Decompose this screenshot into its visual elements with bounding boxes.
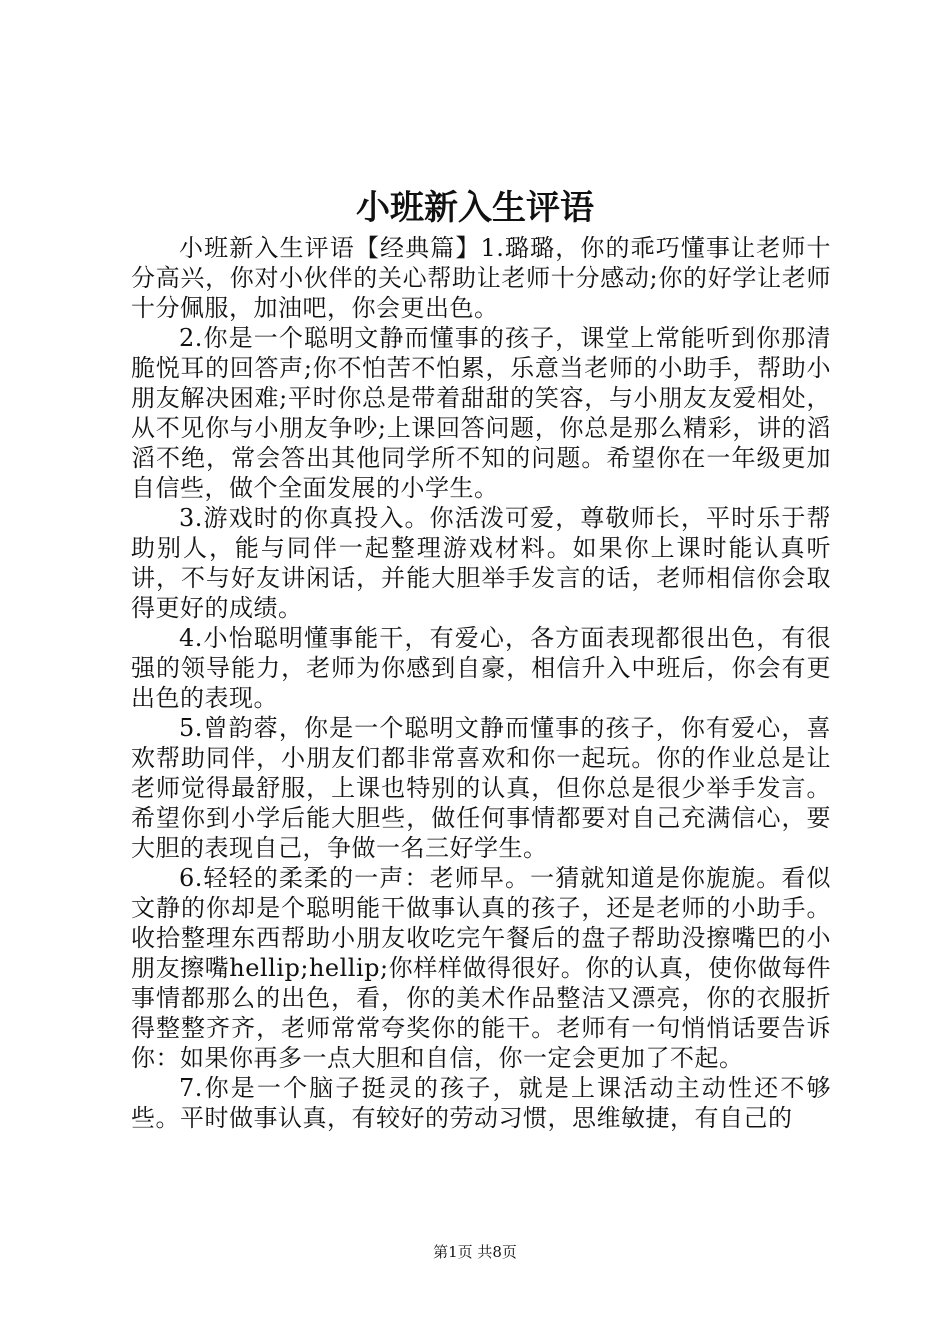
paragraph-5: 5.曾韵蓉，你是一个聪明文静而懂事的孩子，你有爱心，喜欢帮助同伴，小朋友们都非常喜欢和你一起玩。你的作业总是让老师觉得最舒服，上课也特别的认真，但你总是很少举手发言。希望你到小学后能大胆些，做任何事情都要对自己充满信心，要大胆的表现自己，争做一名三好学生。 [131, 714, 831, 862]
paragraph-3: 3.游戏时的你真投入。你活泼可爱，尊敬师长，平时乐于帮助别人，能与同伴一起整理游戏材料。如果你上课时能认真听讲，不与好友讲闲话，并能大胆举手发言的话，老师相信你会取得更好的成绩。 [131, 504, 831, 622]
paragraph-2: 2.你是一个聪明文静而懂事的孩子，课堂上常能听到你那清脆悦耳的回答声;你不怕苦不怕累，乐意当老师的小助手，帮助小朋友解决困难;平时你总是带着甜甜的笑容，与小朋友友爱相处，从不见你与小朋友争吵;上课回答问题，你总是那么精彩，讲的滔滔不绝，常会答出其他同学所不知的问题。希望你在一年级更加自信些，做个全面发展的小学生。 [131, 324, 831, 502]
paragraph-4: 4.小怡聪明懂事能干，有爱心，各方面表现都很出色，有很强的领导能力，老师为你感到自豪，相信升入中班后，你会有更出色的表现。 [131, 624, 831, 712]
page-footer: 第1页 共8页 [433, 1243, 517, 1261]
document-body [131, 233, 831, 1133]
paragraph-7: 7.你是一个脑子挺灵的孩子，就是上课活动主动性还不够些。平时做事认真，有较好的劳动习惯，思维敏捷，有自己的 [131, 1074, 831, 1132]
paragraph-1: 小班新入生评语【经典篇】1.璐璐，你的乖巧懂事让老师十分高兴，你对小伙伴的关心帮助让老师十分感动;你的好学让老师十分佩服，加油吧，你会更出色。 [131, 234, 831, 322]
paragraph-6: 6.轻轻的柔柔的一声：老师早。一猜就知道是你旎旎。看似文静的你却是个聪明能干做事认真的孩子，还是老师的小助手。收拾整理东西帮助小朋友收吃完午餐后的盘子帮助没擦嘴巴的小朋友擦嘴hellip;hellip;你样样做得很好。你的认真，使你做每件事情都那么的出色，看，你的美术作品整洁又漂亮，你的衣服折得整整齐齐，老师常常夸奖你的能干。老师有一句悄悄话要告诉你：如果你再多一点大胆和自信，你一定会更加了不起。 [131, 864, 831, 1072]
document-title: 小班新入生评语 [356, 188, 594, 228]
